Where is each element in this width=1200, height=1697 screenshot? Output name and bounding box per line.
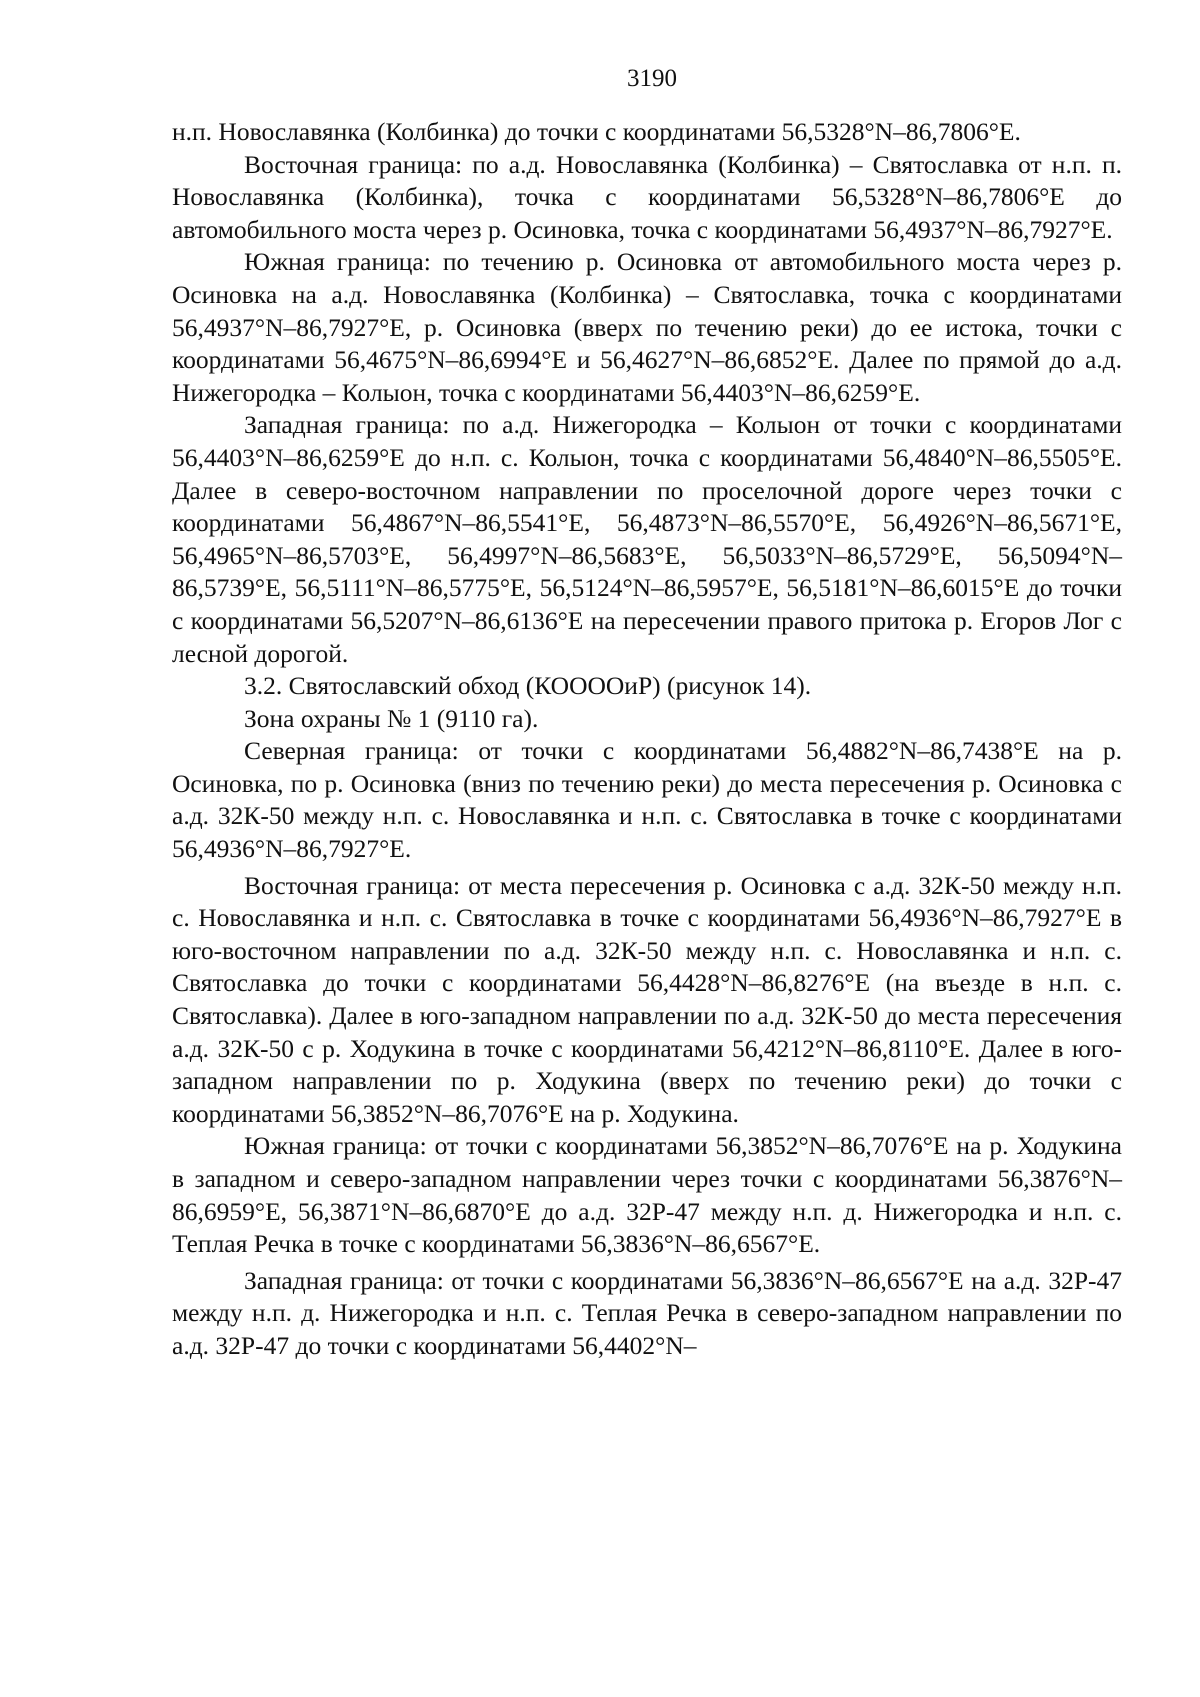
paragraph-western-border-zone1: Западная граница: от точки с координатами 56,3836°N–86,6567°E на а.д. 32Р-47 между н.п. д. Нижегородка и н.п. с. Теплая Речка в северо-западном направлении по а.д. 32Р-47 до точки с координатами 56,4402°N– xyxy=(172,1265,1122,1360)
paragraph-eastern-border: Восточная граница: по а.д. Новославянка (Колбинка) – Святославка от н.п. п. Новославянка (Колбинка), точка с координатами 56,5328°N–86,7806°E до автомобильного моста через р. Осиновка, точка с координатами 56,4937°N–86,7927°E. xyxy=(172,149,1122,244)
paragraph-southern-border-zone1: Южная граница: от точки с координатами 56,3852°N–86,7076°E на р. Ходукина в западном и северо-западном направлении через точки с координатами 56,3876°N–86,6959°E, 56,3871°N–86,6870°E до а.д. 32Р-47 между н.п. д. Нижегородка и н.п. с. Теплая Речка в точке с координатами 56,3836°N–86,6567°E. xyxy=(172,1131,1122,1259)
protection-zone-heading: Зона охраны № 1 (9110 га). xyxy=(244,703,539,733)
paragraph-eastern-border-zone1: Восточная граница: от места пересечения р. Осиновка с а.д. 32К-50 между н.п. с. Новославянка и н.п. с. Святославка в точке с координатами 56,4936°N–86,7927°E в юго-восточном направлении по а.д. 32К-50 между н.п. с. Новославянка и н.п. с. Святославка до точки с координатами 56,4428°N–86,8276°E (на въезде в н.п. с. Святославка). Далее в юго-западном направлении по а.д. 32К-50 до места пересечения а.д. 32К-50 с р. Ходукина в точке с координатами 56,4212°N–86,8110°E. Далее в юго-западном направлении по р. Ходукина (вверх по течению реки) до точки с координатами 56,3852°N–86,7076°E на р. Ходукина. xyxy=(172,870,1122,1128)
paragraph-continuation: н.п. Новославянка (Колбинка) до точки с координатами 56,5328°N–86,7806°E. xyxy=(172,117,1021,146)
paragraph-western-border: Западная граница: по а.д. Нижегородка – Колыон от точки с координатами 56,4403°N–86,6259°E до н.п. с. Колыон, точка с координатами 56,4840°N–86,5505°E. Далее в северо-восточном направлении по проселочной дороге через точки с координатами 56,4867°N–86,5541°E, 56,4873°N–86,5570°E, 56,4926°N–86,5671°E, 56,4965°N–86,5703°E, 56,4997°N–86,5683°E, 56,5033°N–86,5729°E, 56,5094°N–86,5739°E, 56,5111°N–86,5775°E, 56,5124°N–86,5957°E, 56,5181°N–86,6015°E до точки с координатами 56,5207°N–86,6136°E на пересечении правого притока р. Егоров Лог с лесной дорогой. xyxy=(172,410,1122,668)
paragraph-southern-border: Южная граница: по течению р. Осиновка от автомобильного моста через р. Осиновка на а.д. Новославянка (Колбинка) – Святославка, точка с координатами 56,4937°N–86,7927°E, р. Осиновка (вверх по течению реки) до ее истока, точки с координатами 56,4675°N–86,6994°E и 56,4627°N–86,6852°E. Далее по прямой до а.д. Нижегородка – Колыон, точка с координатами 56,4403°N–86,6259°E. xyxy=(172,247,1122,407)
paragraph-northern-border-zone1: Северная граница: от точки с координатами 56,4882°N–86,7438°E на р. Осиновка, по р. Осиновка (вниз по течению реки) до места пересечения р. Осиновка с а.д. 32К-50 между н.п. с. Новославянка и н.п. с. Святославка в точке с координатами 56,4936°N–86,7927°E. xyxy=(172,736,1122,864)
section-heading-3-2: 3.2. Святославский обход (КОООOиР) (рисунок 14). xyxy=(244,671,812,701)
page-number: 3190 xyxy=(627,65,677,92)
document-body xyxy=(172,116,1122,1363)
